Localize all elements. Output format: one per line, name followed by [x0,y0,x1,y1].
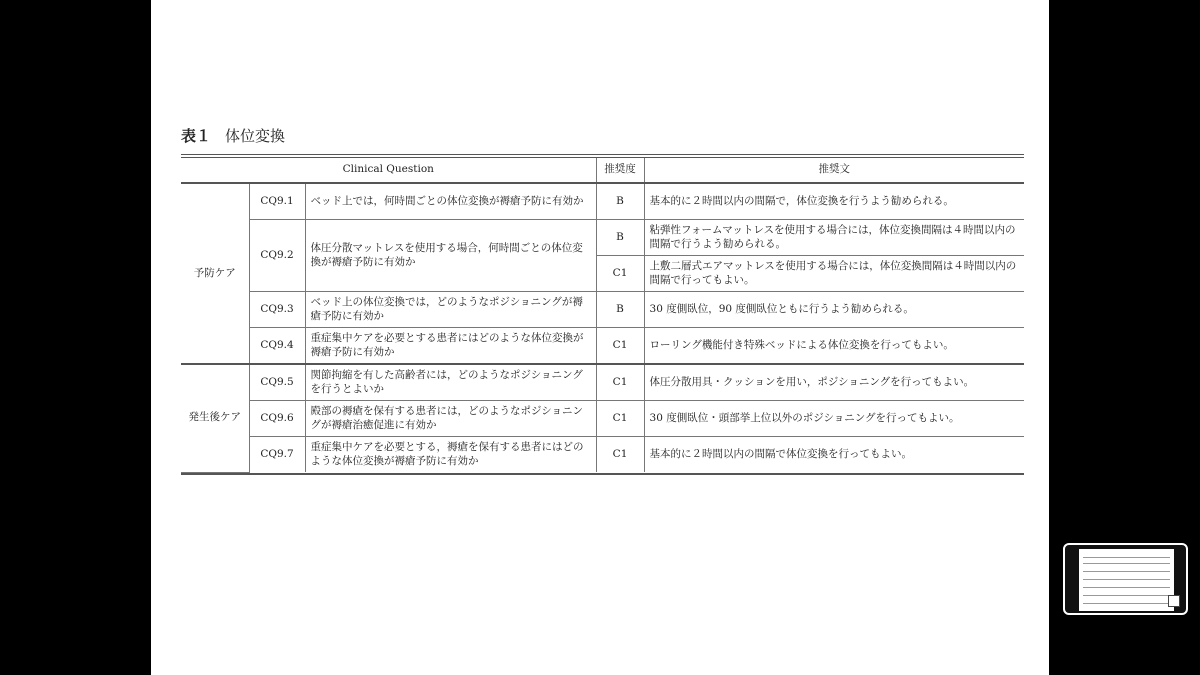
cq-id: CQ9.6 [249,401,305,437]
slide-thumbnail-icon [1079,549,1174,611]
table-row [181,328,1024,365]
cq-id: CQ9.5 [249,364,305,401]
recommendation-text: 30 度側臥位，90 度側臥位ともに行うよう勧められる。 [644,292,1024,328]
question-text: 重症集中ケアを必要とする，褥瘡を保有する患者にはどのような体位変換が褥瘡予防に有効か [305,437,596,473]
cq-id: CQ9.4 [249,328,305,365]
cq-id: CQ9.3 [249,292,305,328]
table-row [181,401,1024,437]
question-text: 関節拘縮を有した高齢者には，どのようなポジショニングを行うとよいか [305,364,596,401]
recommendation-text: 30 度側臥位・頭部挙上位以外のポジショニングを行ってもよい。 [644,401,1024,437]
recommendation-text: ローリング機能付き特殊ベッドによる体位変換を行ってもよい。 [644,328,1024,365]
slide-thumbnail[interactable] [1063,543,1188,615]
category-cell: 予防ケア [181,183,249,364]
category-cell: 発生後ケア [181,364,249,472]
table-row [181,183,1024,220]
cq-id: CQ9.2 [249,220,305,292]
question-text: ベッド上の体位変換では，どのようなポジショニングが褥瘡予防に有効か [305,292,596,328]
table-caption [181,125,285,146]
table-container [181,154,1024,475]
grade-cell: C1 [596,364,644,401]
recommendation-text: 粘弾性フォームマットレスを使用する場合には，体位変換間隔は４時間以内の間隔で行うよう勧められる。 [644,220,1024,256]
slide [151,0,1049,675]
grade-cell: B [596,183,644,220]
header-recommendation: 推奨文 [644,158,1024,183]
grade-cell: C1 [596,401,644,437]
recommendation-text: 基本的に２時間以内の間隔で体位変換を行ってもよい。 [644,437,1024,473]
grade-cell: C1 [596,328,644,365]
grade-cell: B [596,292,644,328]
table-title: 体位変換 [225,127,286,145]
recommendation-text: 基本的に２時間以内の間隔で，体位変換を行うよう勧められる。 [644,183,1024,220]
table-row [181,364,1024,401]
header-grade: 推奨度 [596,158,644,183]
grade-cell: B [596,220,644,256]
question-text: ベッド上では，何時間ごとの体位変換が褥瘡予防に有効か [305,183,596,220]
recommendation-text: 上敷二層式エアマットレスを使用する場合には，体位変換間隔は４時間以内の間隔で行ってもよい。 [644,256,1024,292]
question-text: 重症集中ケアを必要とする患者にはどのような体位変換が褥瘡予防に有効か [305,328,596,365]
table-row [181,292,1024,328]
table-row [181,437,1024,473]
header-question: Clinical Question [181,158,596,183]
grade-cell: C1 [596,256,644,292]
cq-id: CQ9.7 [249,437,305,473]
recommendation-text: 体圧分散用具・クッションを用い，ポジショニングを行ってもよい。 [644,364,1024,401]
cq-id: CQ9.1 [249,183,305,220]
table-row [181,220,1024,256]
question-text: 殿部の褥瘡を保有する患者には，どのようなポジショニングが褥瘡治癒促進に有効か [305,401,596,437]
grade-cell: C1 [596,437,644,473]
table-header-row [181,158,1024,183]
question-text: 体圧分散マットレスを使用する場合，何時間ごとの体位変換が褥瘡予防に有効か [305,220,596,292]
table-number: 表１ [181,127,212,145]
expand-icon[interactable] [1168,595,1180,607]
cq-table [181,158,1024,473]
